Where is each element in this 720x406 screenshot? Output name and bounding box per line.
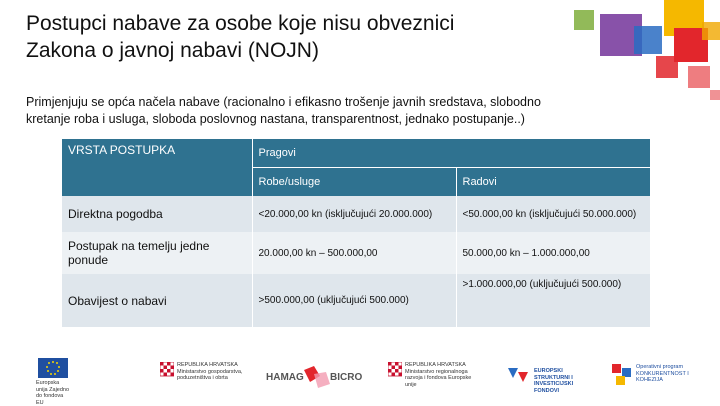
- procedure-type-cell: Obavijest o nabavi: [62, 274, 252, 327]
- goods-threshold-cell: 20.000,00 kn – 500.000,00: [252, 232, 456, 274]
- table-row: [62, 196, 650, 232]
- croatian-coat-of-arms-icon: [388, 362, 402, 380]
- table-row: [62, 232, 650, 274]
- header-thresholds: Pragovi: [252, 139, 650, 168]
- esi-funds-icon: [506, 366, 530, 386]
- hamag-logo: HAMAG: [266, 372, 304, 383]
- works-threshold-cell: <50.000,00 kn (isključujući 50.000.000): [456, 196, 650, 232]
- goods-threshold-cell: >500.000,00 (uključujući 500.000): [252, 274, 456, 327]
- intro-line-1: Primjenjuju se opća načela nabave (racionalno i efikasno trošenje javnih sredstava, slobodno: [26, 95, 541, 109]
- works-threshold-cell: >1.000.000,00 (uključujući 500.000): [456, 274, 650, 327]
- header-works: Radovi: [456, 168, 650, 197]
- title-line-2: Zakona o javnoj nabavi (NOJN): [26, 39, 319, 62]
- eu-flag-icon: [38, 358, 68, 378]
- title-line-1: Postupci nabave za osobe koje nisu obveznici: [26, 12, 455, 35]
- footer-logo-strip: [0, 352, 720, 405]
- bicro-logo: BICRO: [330, 372, 363, 383]
- croatian-coat-of-arms-icon: [160, 362, 174, 380]
- intro-text: [26, 94, 666, 128]
- esi-funds-logo-text: EUROPSKI STRUKTURNI I INVESTICIJSKI FONDOVI: [534, 368, 574, 394]
- ministry-economy-logo-text: REPUBLIKA HRVATSKA Ministarstvo gospodarstva, poduzetništva i obrta: [177, 362, 243, 381]
- deco-square: [710, 90, 720, 100]
- ministry-regional-logo-text: REPUBLIKA HRVATSKA Ministarstvo regionalnoga razvoja i fondova Europske unije: [405, 362, 472, 388]
- procedure-type-cell: Postupak na temelju jedne ponude: [62, 232, 252, 274]
- intro-line-2: kretanje roba i usluga, sloboda poslovnog nastana, transparentnost, jednako postupanje..): [26, 112, 525, 126]
- eu-caption: Europska unija Zajedno do fondova EU: [36, 380, 70, 406]
- header-goods-services: Robe/usluge: [252, 168, 456, 197]
- procedure-type-cell: Direktna pogodba: [62, 196, 252, 232]
- procurement-table: [62, 139, 650, 327]
- deco-square: [574, 10, 594, 30]
- operational-programme-icon: [612, 364, 632, 388]
- goods-threshold-cell: <20.000,00 kn (isključujući 20.000.000): [252, 196, 456, 232]
- hamag-bicro-mark-icon: [304, 366, 330, 388]
- deco-square: [702, 22, 720, 40]
- operational-programme-logo-text: Operativni program KONKURENTNOST I KOHEZIJA: [636, 364, 689, 383]
- deco-square: [688, 66, 710, 88]
- slide-title: [26, 10, 586, 64]
- works-threshold-cell: 50.000,00 kn – 1.000.000,00: [456, 232, 650, 274]
- header-procedure-type: VRSTA POSTUPKA: [62, 139, 252, 196]
- deco-square: [634, 26, 662, 54]
- table-row: [62, 274, 650, 327]
- deco-square: [656, 56, 678, 78]
